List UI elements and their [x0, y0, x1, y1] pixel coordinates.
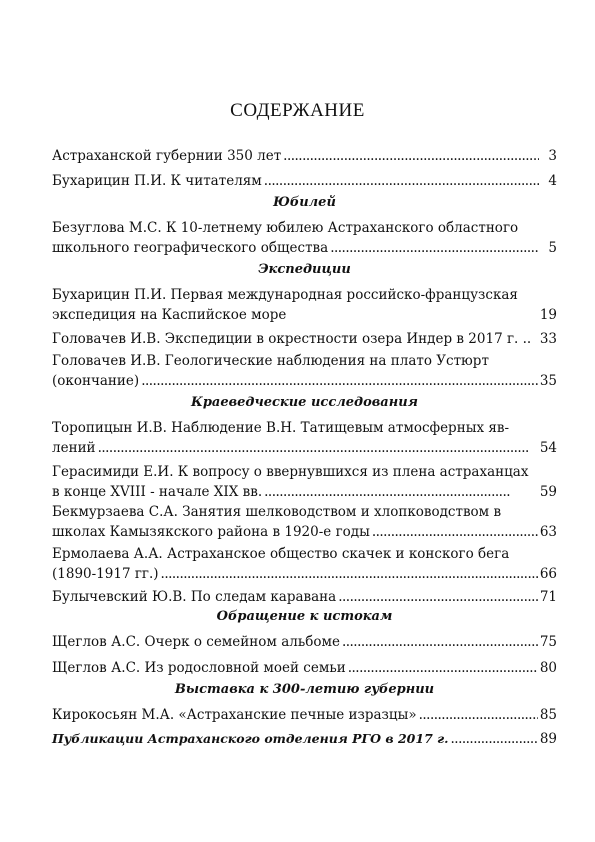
toc-page-number: 5	[548, 240, 557, 256]
leader-dots	[161, 564, 538, 584]
toc-page-number: 75	[539, 634, 557, 650]
toc-page-number: 54	[539, 440, 557, 456]
toc-entry-text: Астраханской губернии 350 лет	[52, 148, 282, 164]
toc-entry-text: Щеглов А.С. Из родословной моей семьи	[52, 660, 346, 676]
toc-page-number: 19	[539, 307, 557, 323]
leader-dots	[348, 658, 538, 678]
toc-page-number: 35	[539, 373, 557, 389]
toc-entry-text: Щеглов А.С. Очерк о семейном альбоме	[52, 634, 340, 650]
toc-entry-text-line1: Герасимиди Е.И. К вопросу о ввернувшихся из плена астраханцах	[52, 464, 529, 480]
toc-entry-text: (окончание)	[52, 373, 140, 389]
section-heading: Обращение к истокам	[216, 609, 393, 624]
toc-entry-text-line1: Бухарицин П.И. Первая международная российско-французская	[52, 287, 518, 303]
toc-page-number: 85	[539, 707, 557, 723]
toc-entry	[52, 502, 557, 542]
section-heading: Краеведческие исследования	[191, 395, 418, 410]
toc-entry-text-line1: Ермолаева А.А. Астраханское общество скачек и конского бега	[52, 546, 510, 562]
leader-dots	[330, 238, 539, 258]
toc-entry	[52, 462, 557, 502]
toc-entry-text-line1: Торопицын И.В. Наблюдение В.Н. Татищевым атмосферных яв-	[52, 420, 510, 436]
toc-page-number: 63	[539, 524, 557, 540]
toc-page-number: 33	[539, 331, 557, 347]
toc-page-number: 80	[539, 660, 557, 676]
toc-entry	[52, 218, 557, 258]
leader-dots	[264, 482, 510, 502]
section-heading: Юбилей	[273, 195, 336, 210]
toc-page-number: 89	[539, 731, 557, 747]
toc-page-number: 71	[539, 589, 557, 605]
toc-entry-text: Булычевский Ю.В. По следам каравана	[52, 589, 337, 605]
toc-entry-text: школах Камызякского района в 1920-е годы	[52, 524, 370, 540]
toc-entry-text: школьного географического общества	[52, 240, 329, 256]
leader-dots	[342, 632, 538, 652]
toc-page-number: 4	[548, 173, 557, 189]
toc-page-number: 66	[539, 566, 557, 582]
toc-entry	[52, 658, 557, 678]
toc-entry	[52, 587, 557, 607]
toc-entry	[52, 285, 557, 325]
toc-entry	[52, 632, 557, 652]
leader-dots	[264, 171, 539, 191]
toc-page-number: 3	[548, 148, 557, 164]
toc-entry	[52, 146, 557, 166]
toc-entry	[52, 329, 557, 349]
toc-entry	[52, 544, 557, 584]
leader-dots	[283, 146, 539, 166]
toc-entry-text: в конце XVIII - начале XIX вв.	[52, 484, 263, 500]
section-heading: Выставка к 300-летию губернии	[174, 682, 435, 697]
toc-entry-text: Кирокосьян М.А. «Астраханские печные изразцы»	[52, 707, 417, 723]
toc-entry	[52, 171, 557, 191]
toc-entry	[52, 418, 557, 458]
toc-entry-text-line1: Безуглова М.С. К 10-летнему юбилею Астраханского областного	[52, 220, 519, 236]
toc-entry-text: Публикации Астраханского отделения РГО в 2017 г.	[52, 731, 449, 746]
leader-dots	[419, 705, 538, 725]
toc-page-number: 59	[539, 484, 557, 500]
leader-dots	[141, 371, 538, 391]
page-title: СОДЕРЖАНИЕ	[230, 100, 365, 121]
leader-dots	[338, 587, 538, 607]
toc-entry-text-line1: Бекмурзаева С.А. Занятия шелководством и хлопководством в	[52, 504, 502, 520]
leader-dots	[451, 729, 538, 749]
toc-entry-text-line1: Головачев И.В. Геологические наблюдения на плато Устюрт	[52, 353, 489, 369]
toc-entry	[52, 705, 557, 725]
toc-entry-text: Головачев И.В. Экспедиции в окрестности озера Индер в 2017 г. ..	[52, 331, 532, 347]
toc-entry	[52, 351, 557, 391]
toc-entry-text: (1890-1917 гг.)	[52, 566, 159, 582]
section-heading: Экспедиции	[258, 262, 351, 277]
toc-entry-text: лений	[52, 440, 96, 456]
leader-dots	[372, 522, 538, 542]
toc-entry-text: экспедиция на Каспийское море	[52, 307, 287, 323]
leader-dots	[98, 438, 538, 458]
toc-entry-text: Бухарицин П.И. К читателям	[52, 173, 262, 189]
toc-entry	[52, 729, 557, 749]
